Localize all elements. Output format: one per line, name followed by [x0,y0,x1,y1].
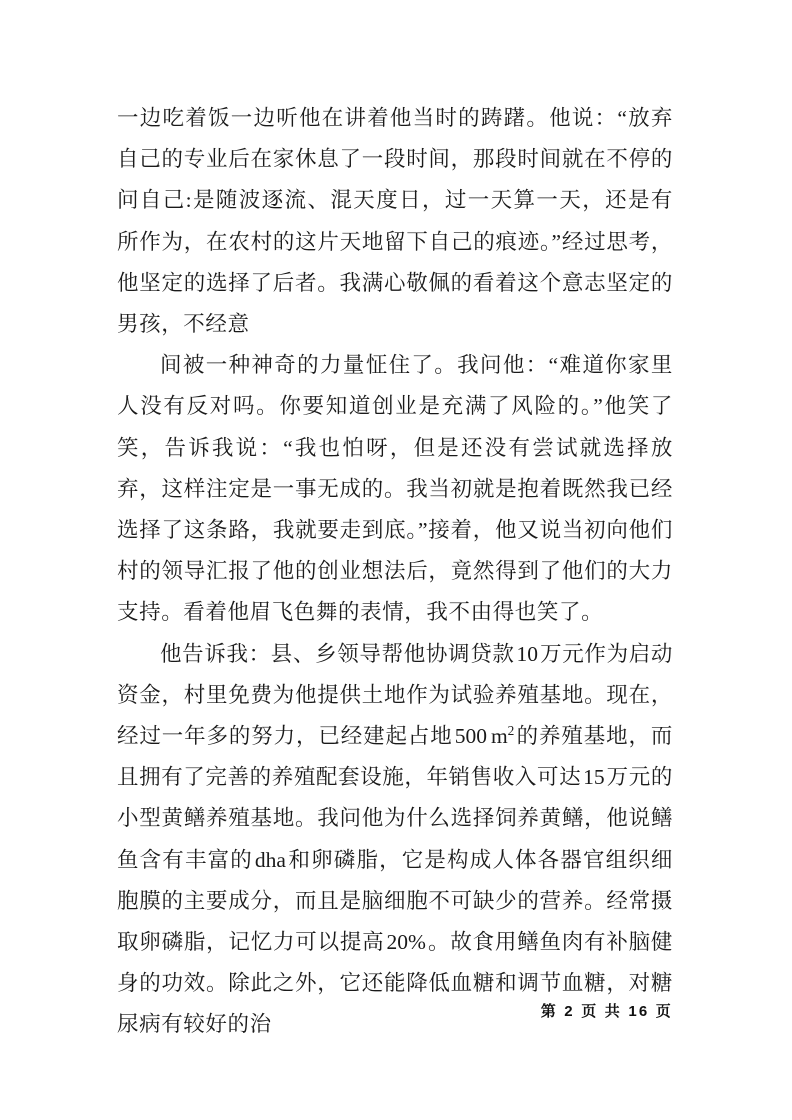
paragraph-1: 一边吃着饭一边听他在讲着他当时的踌躇。他说：“放弃自己的专业后在家休息了一段时间，那段时间就在不停的问自己:是随波逐流、混天度日，过一天算一天，还是有所作为，在农村的这片天地留下自己的痕迹。”经过思考，他坚定的选择了后者。我满心敬佩的看着这个意志坚定的男孩，不经意 [117,106,673,337]
page-footer [117,1000,673,1021]
paragraph-2: 间被一种神奇的力量怔住了。我问他：“难道你家里人没有反对吗。你要知道创业是充满了风险的。”他笑了笑，告诉我说：“我也怕呀，但是还没有尝试就选择放弃，这样注定是一事无成的。我当初就是抱着既然我已经选择了这条路，我就要走到底。”接着，他又说当初向他们村的领导汇报了他的创业想法后，竟然得到了他们的大力支持。看着他眉飞色舞的表情，我不由得也笑了。 [117,353,673,625]
document-text-block [117,98,673,1046]
inline-unit-token: $m^2$ [490,722,515,749]
inline-latin-token: 15 [583,765,605,790]
footer-page-text: 第 2 页 共 16 页 [540,1003,673,1020]
inline-latin-token: 20% [386,930,426,955]
inline-latin-token: dha [254,847,286,872]
paragraph-3: 他告诉我：县、乡领导帮他协调贷款10万元作为启动资金，村里免费为他提供土地作为试验养殖基地。现在，经过一年多的努力，已经建起占地500 $m^2$的养殖基地，而且拥有了完善的养殖配套设施，年销售收入可达15万元的小型黄鳝养殖基地。我问他为什么选择饲养黄鳝，他说鳝鱼含有丰富的dha和卵磷脂，它是构成人体各器官组织细胞膜的主要成分，而且是脑细胞不可缺少的营养。经常摄取卵磷脂，记忆力可以提高20%。故食用鳝鱼肉有补脑健身的功效。除此之外，它还能降低血糖和调节血糖，对糖尿病有较好的治 [117,641,674,1037]
inline-latin-token: 10 [516,641,539,666]
superscript: 2 [507,722,515,738]
inline-latin-token: 500 [454,724,487,749]
